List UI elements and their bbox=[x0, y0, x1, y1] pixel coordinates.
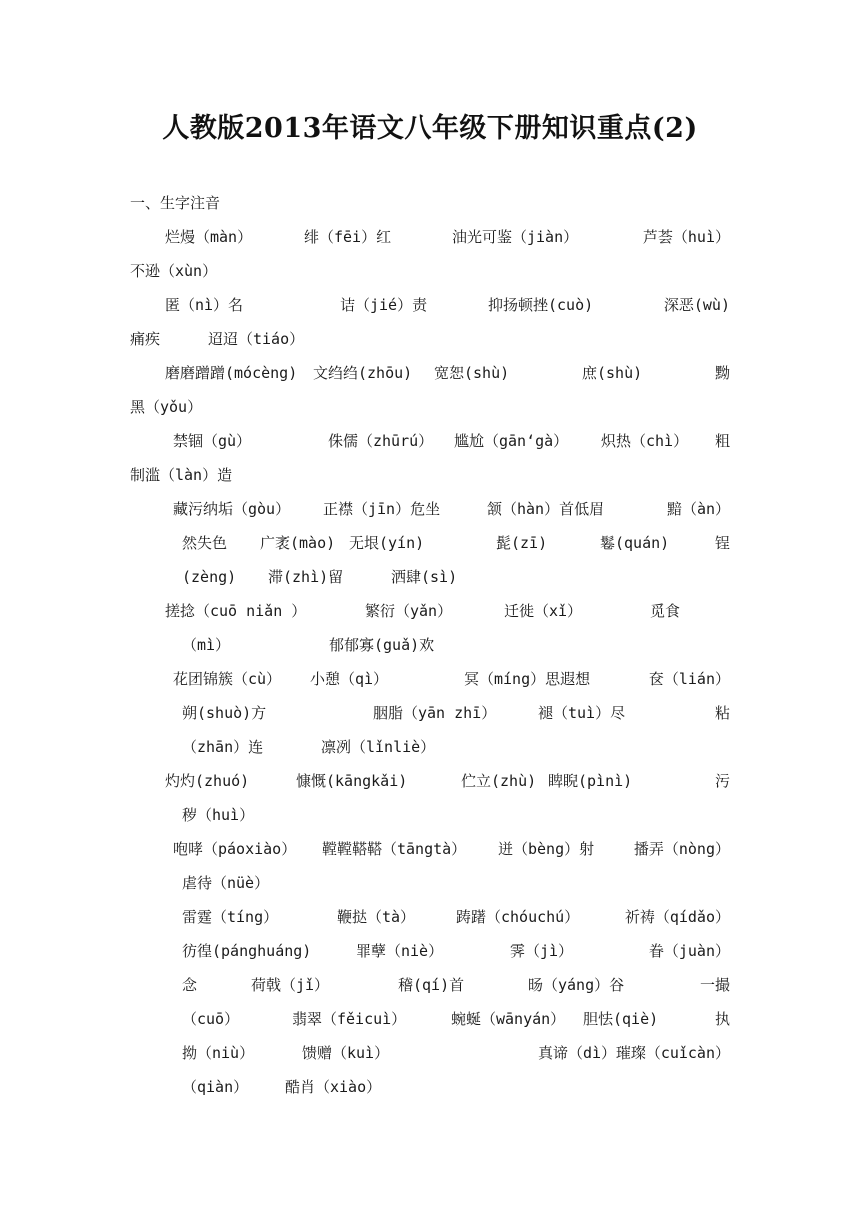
text-line bbox=[130, 458, 730, 492]
term: 粗 bbox=[714, 432, 730, 450]
term: 不逊（xùn） bbox=[130, 262, 218, 280]
section-heading-line bbox=[130, 186, 730, 220]
term: 觅食 bbox=[650, 602, 681, 620]
term: 奁（lián） bbox=[648, 670, 730, 688]
term: 然失色 bbox=[182, 534, 228, 552]
term: 迁徙（xǐ） bbox=[504, 602, 583, 620]
text-line bbox=[130, 968, 730, 1002]
term: 鞭挞（tà） bbox=[337, 908, 416, 926]
term: 宽恕(shù) bbox=[434, 364, 510, 382]
text-line bbox=[130, 560, 730, 594]
term: 文绉绉(zhōu) bbox=[313, 364, 413, 382]
term: 无垠(yín) bbox=[349, 534, 425, 552]
term: 踌躇（chóuchú） bbox=[456, 908, 580, 926]
term: 油光可鉴（jiàn） bbox=[452, 228, 579, 246]
text-line bbox=[130, 390, 730, 424]
section-heading: 一、生字注音 bbox=[130, 194, 221, 212]
term: 彷徨(pánghuáng) bbox=[182, 942, 312, 960]
term: 灼灼(zhuó) bbox=[165, 772, 250, 790]
term: 磨磨蹭蹭(mócèng) bbox=[165, 364, 298, 382]
term: 馈赠（kuì） bbox=[302, 1044, 390, 1062]
term: 迸（bèng）射 bbox=[498, 840, 595, 858]
term: 念 bbox=[182, 976, 198, 994]
text-line bbox=[130, 322, 730, 356]
term: 朔(shuò)方 bbox=[182, 704, 267, 722]
term: 正襟（jīn）危坐 bbox=[323, 500, 441, 518]
term: 迢迢（tiáo） bbox=[208, 330, 305, 348]
term: 稽(qí)首 bbox=[398, 976, 465, 994]
term: 鞺鞺鞳鞳（tāngtà） bbox=[322, 840, 467, 858]
text-line bbox=[130, 730, 730, 764]
term: 抑扬顿挫(cuò) bbox=[488, 296, 594, 314]
term: 污 bbox=[714, 772, 730, 790]
term: 璀璨（cuǐcàn） bbox=[615, 1044, 730, 1062]
term: （cuō） bbox=[182, 1010, 240, 1028]
term: 庶(shù) bbox=[582, 364, 643, 382]
text-line bbox=[130, 594, 730, 628]
term: 秽（huì） bbox=[182, 806, 255, 824]
term: 郁郁寡(guǎ)欢 bbox=[329, 636, 435, 654]
term: 花团锦簇（cù） bbox=[173, 670, 282, 688]
term: 匿（nì）名 bbox=[165, 296, 244, 314]
term: 执 bbox=[714, 1010, 730, 1028]
text-line bbox=[130, 764, 730, 798]
term: 冥（míng）思遐想 bbox=[464, 670, 591, 688]
term: 烂熳（màn） bbox=[165, 228, 253, 246]
term: 黯（àn） bbox=[666, 500, 730, 518]
term: 炽热（chì） bbox=[601, 432, 689, 450]
term: 霁（jì） bbox=[510, 942, 574, 960]
text-line bbox=[130, 798, 730, 832]
term: 尴尬（gān‘gà） bbox=[454, 432, 569, 450]
term: （zhān）连 bbox=[182, 738, 264, 756]
term: 滞(zhì)留 bbox=[268, 568, 344, 586]
text-line bbox=[130, 1002, 730, 1036]
term: 雷霆（tíng） bbox=[182, 908, 279, 926]
term: 痛疾 bbox=[130, 330, 161, 348]
term: 广袤(mào) bbox=[260, 534, 336, 552]
text-line bbox=[130, 900, 730, 934]
term: 粘 bbox=[714, 704, 730, 722]
text-line bbox=[130, 1070, 730, 1104]
document-title: 人教版2013年语文八年级下册知识重点(2) bbox=[162, 113, 698, 144]
term: 咆哮（páoxiào） bbox=[173, 840, 297, 858]
term: 颔（hàn）首低眉 bbox=[487, 500, 605, 518]
term: 伫立(zhù) bbox=[461, 772, 537, 790]
text-line bbox=[130, 424, 730, 458]
text-line bbox=[130, 220, 730, 254]
term: 搓捻（cuō niǎn ） bbox=[165, 602, 307, 620]
term: 眷（juàn） bbox=[648, 942, 730, 960]
text-line bbox=[130, 1036, 730, 1070]
term: 虐待（nüè） bbox=[182, 874, 270, 892]
text-line bbox=[130, 934, 730, 968]
text-line bbox=[130, 254, 730, 288]
term: （mì） bbox=[182, 636, 231, 654]
term: 洒肆(sì) bbox=[391, 568, 458, 586]
term: 藏污纳垢（gòu） bbox=[173, 500, 291, 518]
term: 黝 bbox=[714, 364, 730, 382]
term: 荷戟（jǐ） bbox=[251, 976, 330, 994]
term: 深恶(wù) bbox=[663, 296, 730, 314]
term: 小憩（qì） bbox=[310, 670, 389, 688]
term: 髭(zī) bbox=[496, 534, 548, 552]
text-line bbox=[130, 696, 730, 730]
text-line bbox=[130, 628, 730, 662]
term: 禁锢（gù） bbox=[173, 432, 252, 450]
text-line bbox=[130, 832, 730, 866]
term: 胭脂（yān zhī） bbox=[373, 704, 497, 722]
term: 黑（yǒu） bbox=[130, 398, 203, 416]
text-line bbox=[130, 866, 730, 900]
term: 祈祷（qídǎo） bbox=[624, 908, 730, 926]
term: 芦荟（huì） bbox=[642, 228, 730, 246]
text-line bbox=[130, 356, 730, 390]
term: （qiàn） bbox=[182, 1078, 249, 1096]
text-line bbox=[130, 526, 730, 560]
term: 绯（fēi）红 bbox=[304, 228, 392, 246]
text-line bbox=[130, 492, 730, 526]
term: 蜿蜒（wānyán） bbox=[451, 1010, 566, 1028]
term: 翡翠（fěicuì） bbox=[292, 1010, 407, 1028]
term: 罪孽（niè） bbox=[356, 942, 444, 960]
term: 拗（niù） bbox=[182, 1044, 255, 1062]
term: 旸（yáng）谷 bbox=[528, 976, 625, 994]
term: 播弄（nòng） bbox=[633, 840, 730, 858]
term: 制滥（làn）造 bbox=[130, 466, 233, 484]
term: 一撮 bbox=[699, 976, 730, 994]
document-body bbox=[130, 186, 730, 1104]
term: 酷肖（xiào） bbox=[285, 1078, 382, 1096]
term: 真谛（dì） bbox=[538, 1044, 617, 1062]
term: 锃 bbox=[714, 534, 730, 552]
term: 胆怯(qiè) bbox=[583, 1010, 659, 1028]
term: 鬈(quán) bbox=[600, 534, 670, 552]
term: 褪（tuì）尽 bbox=[538, 704, 626, 722]
text-line bbox=[130, 662, 730, 696]
term: 慷慨(kāngkǎi) bbox=[296, 772, 408, 790]
term: 繁衍（yǎn） bbox=[365, 602, 453, 620]
text-line bbox=[130, 288, 730, 322]
term: 诘（jié）责 bbox=[340, 296, 428, 314]
term: (zèng) bbox=[182, 568, 237, 586]
term: 睥睨(pìnì) bbox=[548, 772, 633, 790]
term: 凛冽（lǐnliè） bbox=[321, 738, 436, 756]
term: 侏儒（zhūrú） bbox=[328, 432, 434, 450]
